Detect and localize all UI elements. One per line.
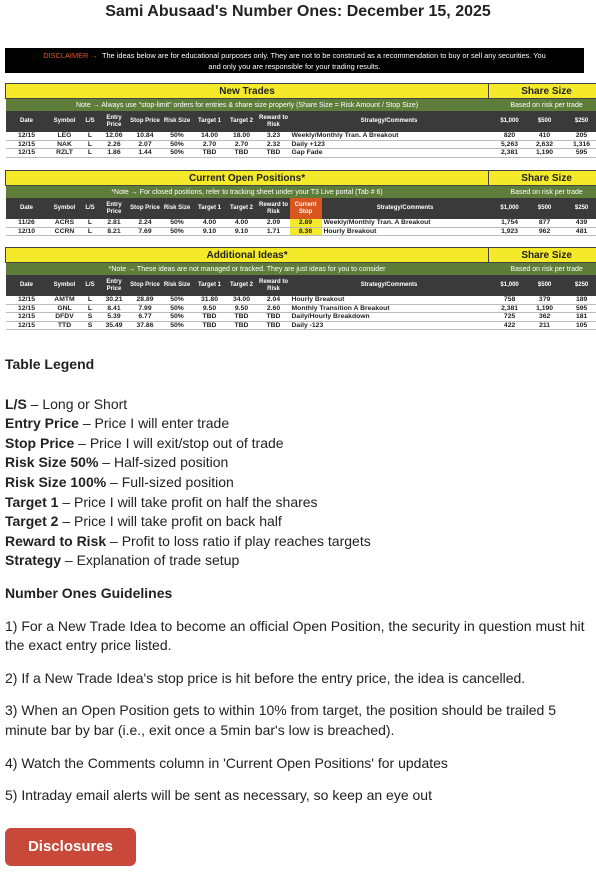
table-cell: 2.81	[99, 219, 130, 227]
column-header: Date	[6, 275, 48, 296]
table-cell: 35.49	[99, 321, 130, 330]
disclaimer-line-1: The ideas below are for educational purposes only. They are not to be construed as a recommendation to buy or sell any securities. You	[102, 51, 546, 60]
table-cell: DFDV	[48, 313, 82, 322]
table-row	[6, 321, 596, 330]
column-header: Entry Price	[99, 198, 130, 219]
legend-item	[5, 493, 589, 513]
new-trades-table	[5, 83, 596, 158]
table-cell: 10.84	[130, 132, 161, 140]
disclaimer-banner	[5, 48, 584, 73]
column-header: Strategy/Comments	[290, 111, 489, 132]
table-row	[6, 140, 596, 149]
table-cell: 34.00	[226, 296, 258, 304]
strategy-cell: Monthly Transition A Breakout	[290, 304, 489, 313]
table-cell: 595	[559, 304, 596, 313]
column-header: Stop Price	[130, 275, 161, 296]
table-cell: 1,754	[489, 219, 531, 227]
table-cell: 8.41	[99, 304, 130, 313]
legend-description: – Half-sized position	[98, 454, 228, 470]
column-header: Reward to Risk	[258, 111, 290, 132]
guideline-item: 1) For a New Trade Idea to become an official Open Position, the security in question must hit the exact entry price listed.	[5, 617, 589, 656]
table-cell: 37.86	[130, 321, 161, 330]
disclaimer-line-2: and only you are responsible for your trading results.	[5, 61, 584, 72]
additional-ideas-note: *Note → These ideas are not managed or tracked. They are just ideas for you to consider	[6, 263, 489, 276]
table-cell: 12/15	[6, 321, 48, 330]
table-cell: 12/15	[6, 140, 48, 149]
table-cell: 2,632	[531, 140, 559, 149]
legend-description: – Full-sized position	[106, 474, 234, 490]
guideline-item: 5) Intraday email alerts will be sent as necessary, so keep an eye out	[5, 786, 589, 806]
table-cell: L	[82, 132, 99, 140]
current-stop-cell: 2.89	[290, 219, 322, 227]
table-cell: 105	[559, 321, 596, 330]
table-cell: TTD	[48, 321, 82, 330]
table-row	[6, 149, 596, 158]
table-cell: 877	[531, 219, 559, 227]
table-cell: 181	[559, 313, 596, 322]
table-cell: 820	[489, 132, 531, 140]
column-header: Entry Price	[99, 275, 130, 296]
strategy-cell: Daily -123	[290, 321, 489, 330]
legend-list	[5, 395, 589, 571]
table-cell: 439	[559, 219, 596, 227]
table-cell: 12/15	[6, 149, 48, 158]
column-header-row	[6, 198, 596, 219]
legend-item	[5, 532, 589, 552]
table-cell: 2.26	[99, 140, 130, 149]
strategy-cell: Daily +123	[290, 140, 489, 149]
strategy-cell: Weekly/Monthly Tran. A Breakout	[290, 132, 489, 140]
table-row	[6, 219, 596, 227]
page-title: Sami Abusaad's Number Ones: December 15, 2025	[0, 3, 596, 27]
table-cell: 2.24	[130, 219, 161, 227]
legend-term: Strategy	[5, 552, 61, 568]
table-cell: AMTM	[48, 296, 82, 304]
table-cell: 1,923	[489, 227, 531, 236]
table-cell: 2.60	[258, 304, 290, 313]
table-cell: 50%	[161, 149, 194, 158]
column-header: Target 2	[226, 198, 258, 219]
column-header: Reward to Risk	[258, 275, 290, 296]
table-row	[6, 296, 596, 304]
table-cell: L	[82, 149, 99, 158]
share-size-title: Share Size	[489, 248, 596, 263]
table-cell: 7.69	[130, 227, 161, 236]
column-header: Entry Price	[99, 111, 130, 132]
table-cell: 2.70	[194, 140, 226, 149]
table-cell: 481	[559, 227, 596, 236]
table-cell: 2.04	[258, 296, 290, 304]
table-cell: 50%	[161, 227, 194, 236]
table-cell: TBD	[258, 313, 290, 322]
column-header: Risk Size	[161, 198, 194, 219]
table-cell: 1,316	[559, 140, 596, 149]
legend-term: Risk Size 100%	[5, 474, 106, 490]
table-cell: RZLT	[48, 149, 82, 158]
table-cell: TBD	[194, 321, 226, 330]
table-cell: L	[82, 140, 99, 149]
table-cell: 12/15	[6, 304, 48, 313]
table-cell: 725	[489, 313, 531, 322]
legend-description: – Price I will take profit on back half	[58, 513, 281, 529]
legend-term: Entry Price	[5, 415, 79, 431]
table-cell: 4.00	[226, 219, 258, 227]
table-cell: 12/15	[6, 132, 48, 140]
strategy-cell: Hourly Breakout	[322, 227, 489, 236]
guideline-item: 4) Watch the Comments column in 'Current Open Positions' for updates	[5, 754, 589, 774]
additional-ideas-title: Additional Ideas*	[6, 248, 489, 263]
strategy-cell: Hourly Breakout	[290, 296, 489, 304]
column-header: Symbol	[48, 275, 82, 296]
column-header: Strategy/Comments	[322, 198, 489, 219]
legend-item	[5, 473, 589, 493]
table-cell: 9.50	[226, 304, 258, 313]
table-cell: 2.70	[226, 140, 258, 149]
share-size-title: Share Size	[489, 171, 596, 186]
new-trades-title: New Trades	[6, 84, 489, 99]
column-header: Risk Size	[161, 275, 194, 296]
legend-term: Target 2	[5, 513, 58, 529]
table-cell: 2,381	[489, 304, 531, 313]
column-header: $500	[531, 198, 559, 219]
guideline-item: 2) If a New Trade Idea's stop price is hit before the entry price, the idea is cancelled.	[5, 669, 589, 689]
table-cell: 9.50	[194, 304, 226, 313]
new-trades-note: Note → Always use "stop-limit" orders for entries & share size properly (Share Size = Risk Amount / Stop Size)	[6, 99, 489, 112]
table-row	[6, 313, 596, 322]
table-cell: 205	[559, 132, 596, 140]
column-header: Target 2	[226, 275, 258, 296]
table-row	[6, 227, 596, 236]
table-cell: TBD	[226, 321, 258, 330]
column-header: Date	[6, 198, 48, 219]
column-header-row	[6, 275, 596, 296]
disclosures-button[interactable]: Disclosures	[5, 828, 136, 866]
table-cell: CCRN	[48, 227, 82, 236]
open-positions-table	[5, 170, 596, 236]
column-header: $1,000	[489, 275, 531, 296]
share-size-subtitle: Based on risk per trade	[489, 99, 596, 112]
table-cell: TBD	[194, 313, 226, 322]
column-header: $1,000	[489, 198, 531, 219]
current-stop-cell: 8.36	[290, 227, 322, 236]
table-row	[6, 132, 596, 140]
column-header: $500	[531, 275, 559, 296]
legend-term: L/S	[5, 396, 27, 412]
table-cell: S	[82, 313, 99, 322]
table-cell: S	[82, 321, 99, 330]
table-cell: NAK	[48, 140, 82, 149]
table-cell: 1.44	[130, 149, 161, 158]
column-header: $1,000	[489, 111, 531, 132]
table-cell: TBD	[194, 149, 226, 158]
column-header: Target 1	[194, 275, 226, 296]
legend-description: – Price I will take profit on half the shares	[58, 494, 317, 510]
guidelines-list	[5, 604, 589, 806]
table-cell: LEG	[48, 132, 82, 140]
table-cell: 31.80	[194, 296, 226, 304]
legend-term: Reward to Risk	[5, 533, 106, 549]
column-header: L/S	[82, 275, 99, 296]
strategy-cell: Weekly/Monthly Tran. A Breakout	[322, 219, 489, 227]
column-header: Symbol	[48, 198, 82, 219]
table-cell: 211	[531, 321, 559, 330]
table-cell: 4.00	[194, 219, 226, 227]
column-header: $250	[559, 275, 596, 296]
content-section	[5, 355, 589, 806]
table-cell: 50%	[161, 304, 194, 313]
table-cell: L	[82, 227, 99, 236]
column-header: Strategy/Comments	[290, 275, 489, 296]
column-header: Stop Price	[130, 198, 161, 219]
share-size-subtitle: Based on risk per trade	[489, 186, 596, 199]
table-cell: 12.06	[99, 132, 130, 140]
column-header: Date	[6, 111, 48, 132]
additional-ideas-table	[5, 247, 596, 330]
legend-description: – Explanation of trade setup	[61, 552, 239, 568]
table-cell: 1,190	[531, 304, 559, 313]
legend-term: Risk Size 50%	[5, 454, 98, 470]
table-cell: 362	[531, 313, 559, 322]
table-cell: 1.71	[258, 227, 290, 236]
table-cell: L	[82, 219, 99, 227]
table-row	[6, 304, 596, 313]
column-header-row	[6, 111, 596, 132]
column-header: $250	[559, 111, 596, 132]
table-cell: ACRS	[48, 219, 82, 227]
table-cell: 758	[489, 296, 531, 304]
table-cell: 6.77	[130, 313, 161, 322]
table-cell: 422	[489, 321, 531, 330]
table-cell: TBD	[258, 149, 290, 158]
legend-item	[5, 551, 589, 571]
column-header: $250	[559, 198, 596, 219]
table-cell: 410	[531, 132, 559, 140]
guidelines-heading: Number Ones Guidelines	[5, 584, 589, 604]
table-cell: 14.00	[194, 132, 226, 140]
table-cell: 12/10	[6, 227, 48, 236]
table-cell: 5,263	[489, 140, 531, 149]
table-cell: 12/15	[6, 296, 48, 304]
open-positions-title: Current Open Positions*	[6, 171, 489, 186]
column-header-current-stop: Current Stop	[290, 198, 322, 219]
column-header: Target 1	[194, 198, 226, 219]
legend-item	[5, 434, 589, 454]
strategy-cell: Gap Fade	[290, 149, 489, 158]
table-cell: TBD	[226, 313, 258, 322]
table-cell: 50%	[161, 313, 194, 322]
disclaimer-label: DISCLAIMER →	[43, 51, 98, 60]
column-header: Reward to Risk	[258, 198, 290, 219]
legend-description: – Profit to loss ratio if play reaches targets	[106, 533, 371, 549]
table-cell: 50%	[161, 219, 194, 227]
table-cell: GNL	[48, 304, 82, 313]
table-cell: 3.23	[258, 132, 290, 140]
table-cell: 8.21	[99, 227, 130, 236]
table-cell: TBD	[226, 149, 258, 158]
column-header: Stop Price	[130, 111, 161, 132]
table-cell: 5.39	[99, 313, 130, 322]
legend-term: Stop Price	[5, 435, 74, 451]
table-cell: 50%	[161, 132, 194, 140]
table-cell: 50%	[161, 140, 194, 149]
table-cell: 2.09	[258, 219, 290, 227]
legend-item	[5, 414, 589, 434]
table-cell: 2,381	[489, 149, 531, 158]
table-cell: 50%	[161, 321, 194, 330]
table-cell: 9.10	[194, 227, 226, 236]
legend-item	[5, 395, 589, 415]
legend-item	[5, 453, 589, 473]
column-header: L/S	[82, 111, 99, 132]
table-cell: 18.00	[226, 132, 258, 140]
share-size-subtitle: Based on risk per trade	[489, 263, 596, 276]
table-cell: 50%	[161, 296, 194, 304]
legend-description: – Price I will exit/stop out of trade	[74, 435, 283, 451]
guideline-item: 3) When an Open Position gets to within 10% from target, the position should be trailed 5 minute bar by bar (i.e., exit once a 5min bar's low is breached).	[5, 701, 589, 740]
column-header: $500	[531, 111, 559, 132]
table-cell: 962	[531, 227, 559, 236]
table-cell: 595	[559, 149, 596, 158]
table-cell: L	[82, 304, 99, 313]
legend-description: – Price I will enter trade	[79, 415, 229, 431]
table-cell: 379	[531, 296, 559, 304]
table-cell: 9.10	[226, 227, 258, 236]
legend-heading: Table Legend	[5, 355, 589, 375]
table-cell: 28.89	[130, 296, 161, 304]
table-cell: 1,190	[531, 149, 559, 158]
table-cell: 12/15	[6, 313, 48, 322]
column-header: Target 1	[194, 111, 226, 132]
column-header: Target 2	[226, 111, 258, 132]
table-cell: L	[82, 296, 99, 304]
table-cell: 7.99	[130, 304, 161, 313]
table-cell: 2.07	[130, 140, 161, 149]
table-cell: TBD	[258, 321, 290, 330]
legend-description: – Long or Short	[27, 396, 127, 412]
column-header: Risk Size	[161, 111, 194, 132]
column-header: L/S	[82, 198, 99, 219]
column-header: Symbol	[48, 111, 82, 132]
share-size-title: Share Size	[489, 84, 596, 99]
legend-term: Target 1	[5, 494, 58, 510]
table-cell: 11/26	[6, 219, 48, 227]
table-cell: 1.86	[99, 149, 130, 158]
strategy-cell: Daily/Hourly Breakdown	[290, 313, 489, 322]
table-cell: 30.21	[99, 296, 130, 304]
table-cell: 2.32	[258, 140, 290, 149]
legend-item	[5, 512, 589, 532]
table-cell: 189	[559, 296, 596, 304]
open-positions-note: *Note → For closed positions, refer to tracking sheet under your T3 Live portal (Tab # 6)	[6, 186, 489, 199]
